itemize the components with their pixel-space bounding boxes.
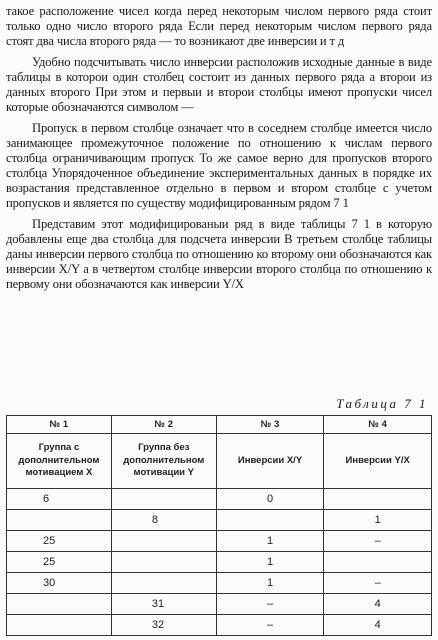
table-row <box>7 573 432 594</box>
table-row <box>7 615 432 636</box>
table-cell: 0 <box>216 489 324 510</box>
table-cell: 1 <box>216 573 324 594</box>
table-header-row <box>7 434 432 489</box>
table-row <box>7 594 432 615</box>
table-cell: 31 <box>111 594 216 615</box>
table-cell: 25 <box>7 531 112 552</box>
table-caption: Таблица 7 1 <box>336 396 428 411</box>
col-number: № 4 <box>324 416 432 434</box>
table-cell <box>7 615 112 636</box>
table-cell: – <box>324 573 432 594</box>
col-header: Группа без дополнительном мотивации Y <box>111 434 216 489</box>
body-text <box>6 4 432 298</box>
table-cell <box>216 510 324 531</box>
table-cell <box>111 489 216 510</box>
inversion-table <box>6 415 432 636</box>
table-cell: 4 <box>324 615 432 636</box>
table-row <box>7 510 432 531</box>
paragraph: Представим этот модифицированыи ряд в виде таблицы 7 1 в которую добавлены еще два столбца для подсчета инверсии В третьем столбце таблицы даны инверсии первого столбца по отношению ко второму они обозначаются как инверсии X/Y а в четвертом столбце инверсии второго столбца по отношению к первому они обозначаются как инверсии Y/X <box>6 217 432 291</box>
table-row <box>7 489 432 510</box>
col-number: № 2 <box>111 416 216 434</box>
paragraph: Удобно подсчитывать число инверсии расположив исходные данные в виде таблицы в которои один столбец состоит из данных первого ряда а второи из данных второго При этом и первыи и второи столбцы имеют пропуски чисел которые обозначаются символом — <box>6 55 432 114</box>
table-cell <box>7 594 112 615</box>
table-row <box>7 552 432 573</box>
table-cell <box>324 489 432 510</box>
table-cell <box>7 510 112 531</box>
table-cell: – <box>216 594 324 615</box>
table-cell <box>111 552 216 573</box>
table-cell: – <box>324 531 432 552</box>
paragraph: Пропуск в первом столбце означает что в соседнем столбце имеется число занимающее промежуточное положение по отношению к числам первого столбца ограничивающим пропуск То же самое верно для пропусков второго столбца Упорядоченное объединение экспериментальных данных в порядке их возрастания представленное отдельно в первом и втором столбце с учетом пропусков и является по существу модифицированным рядом 7 1 <box>6 121 432 210</box>
col-header: Группа с дополнительном мотивацием X <box>7 434 112 489</box>
table-cell: 32 <box>111 615 216 636</box>
col-number: № 3 <box>216 416 324 434</box>
table-cell <box>111 573 216 594</box>
table-cell: 1 <box>216 531 324 552</box>
col-header: Инверсии X/Y <box>216 434 324 489</box>
col-header: Инверсии Y/X <box>324 434 432 489</box>
table-number-row <box>7 416 432 434</box>
table-cell: 4 <box>324 594 432 615</box>
paragraph: такое расположение чисел когда перед некоторым числом первого ряда стоит только одно число второго ряда Если перед некоторым числом первого ряда стоят два числа второго ряда — то возникают две инверсии и т д <box>6 4 432 48</box>
table-cell: – <box>216 615 324 636</box>
table-cell: 8 <box>111 510 216 531</box>
table-cell: 1 <box>324 510 432 531</box>
table-row <box>7 531 432 552</box>
table-cell: 1 <box>216 552 324 573</box>
table-cell: 25 <box>7 552 112 573</box>
col-number: № 1 <box>7 416 112 434</box>
table-cell <box>324 552 432 573</box>
table-cell <box>111 531 216 552</box>
table-cell: 30 <box>7 573 112 594</box>
table-cell: 6 <box>7 489 112 510</box>
